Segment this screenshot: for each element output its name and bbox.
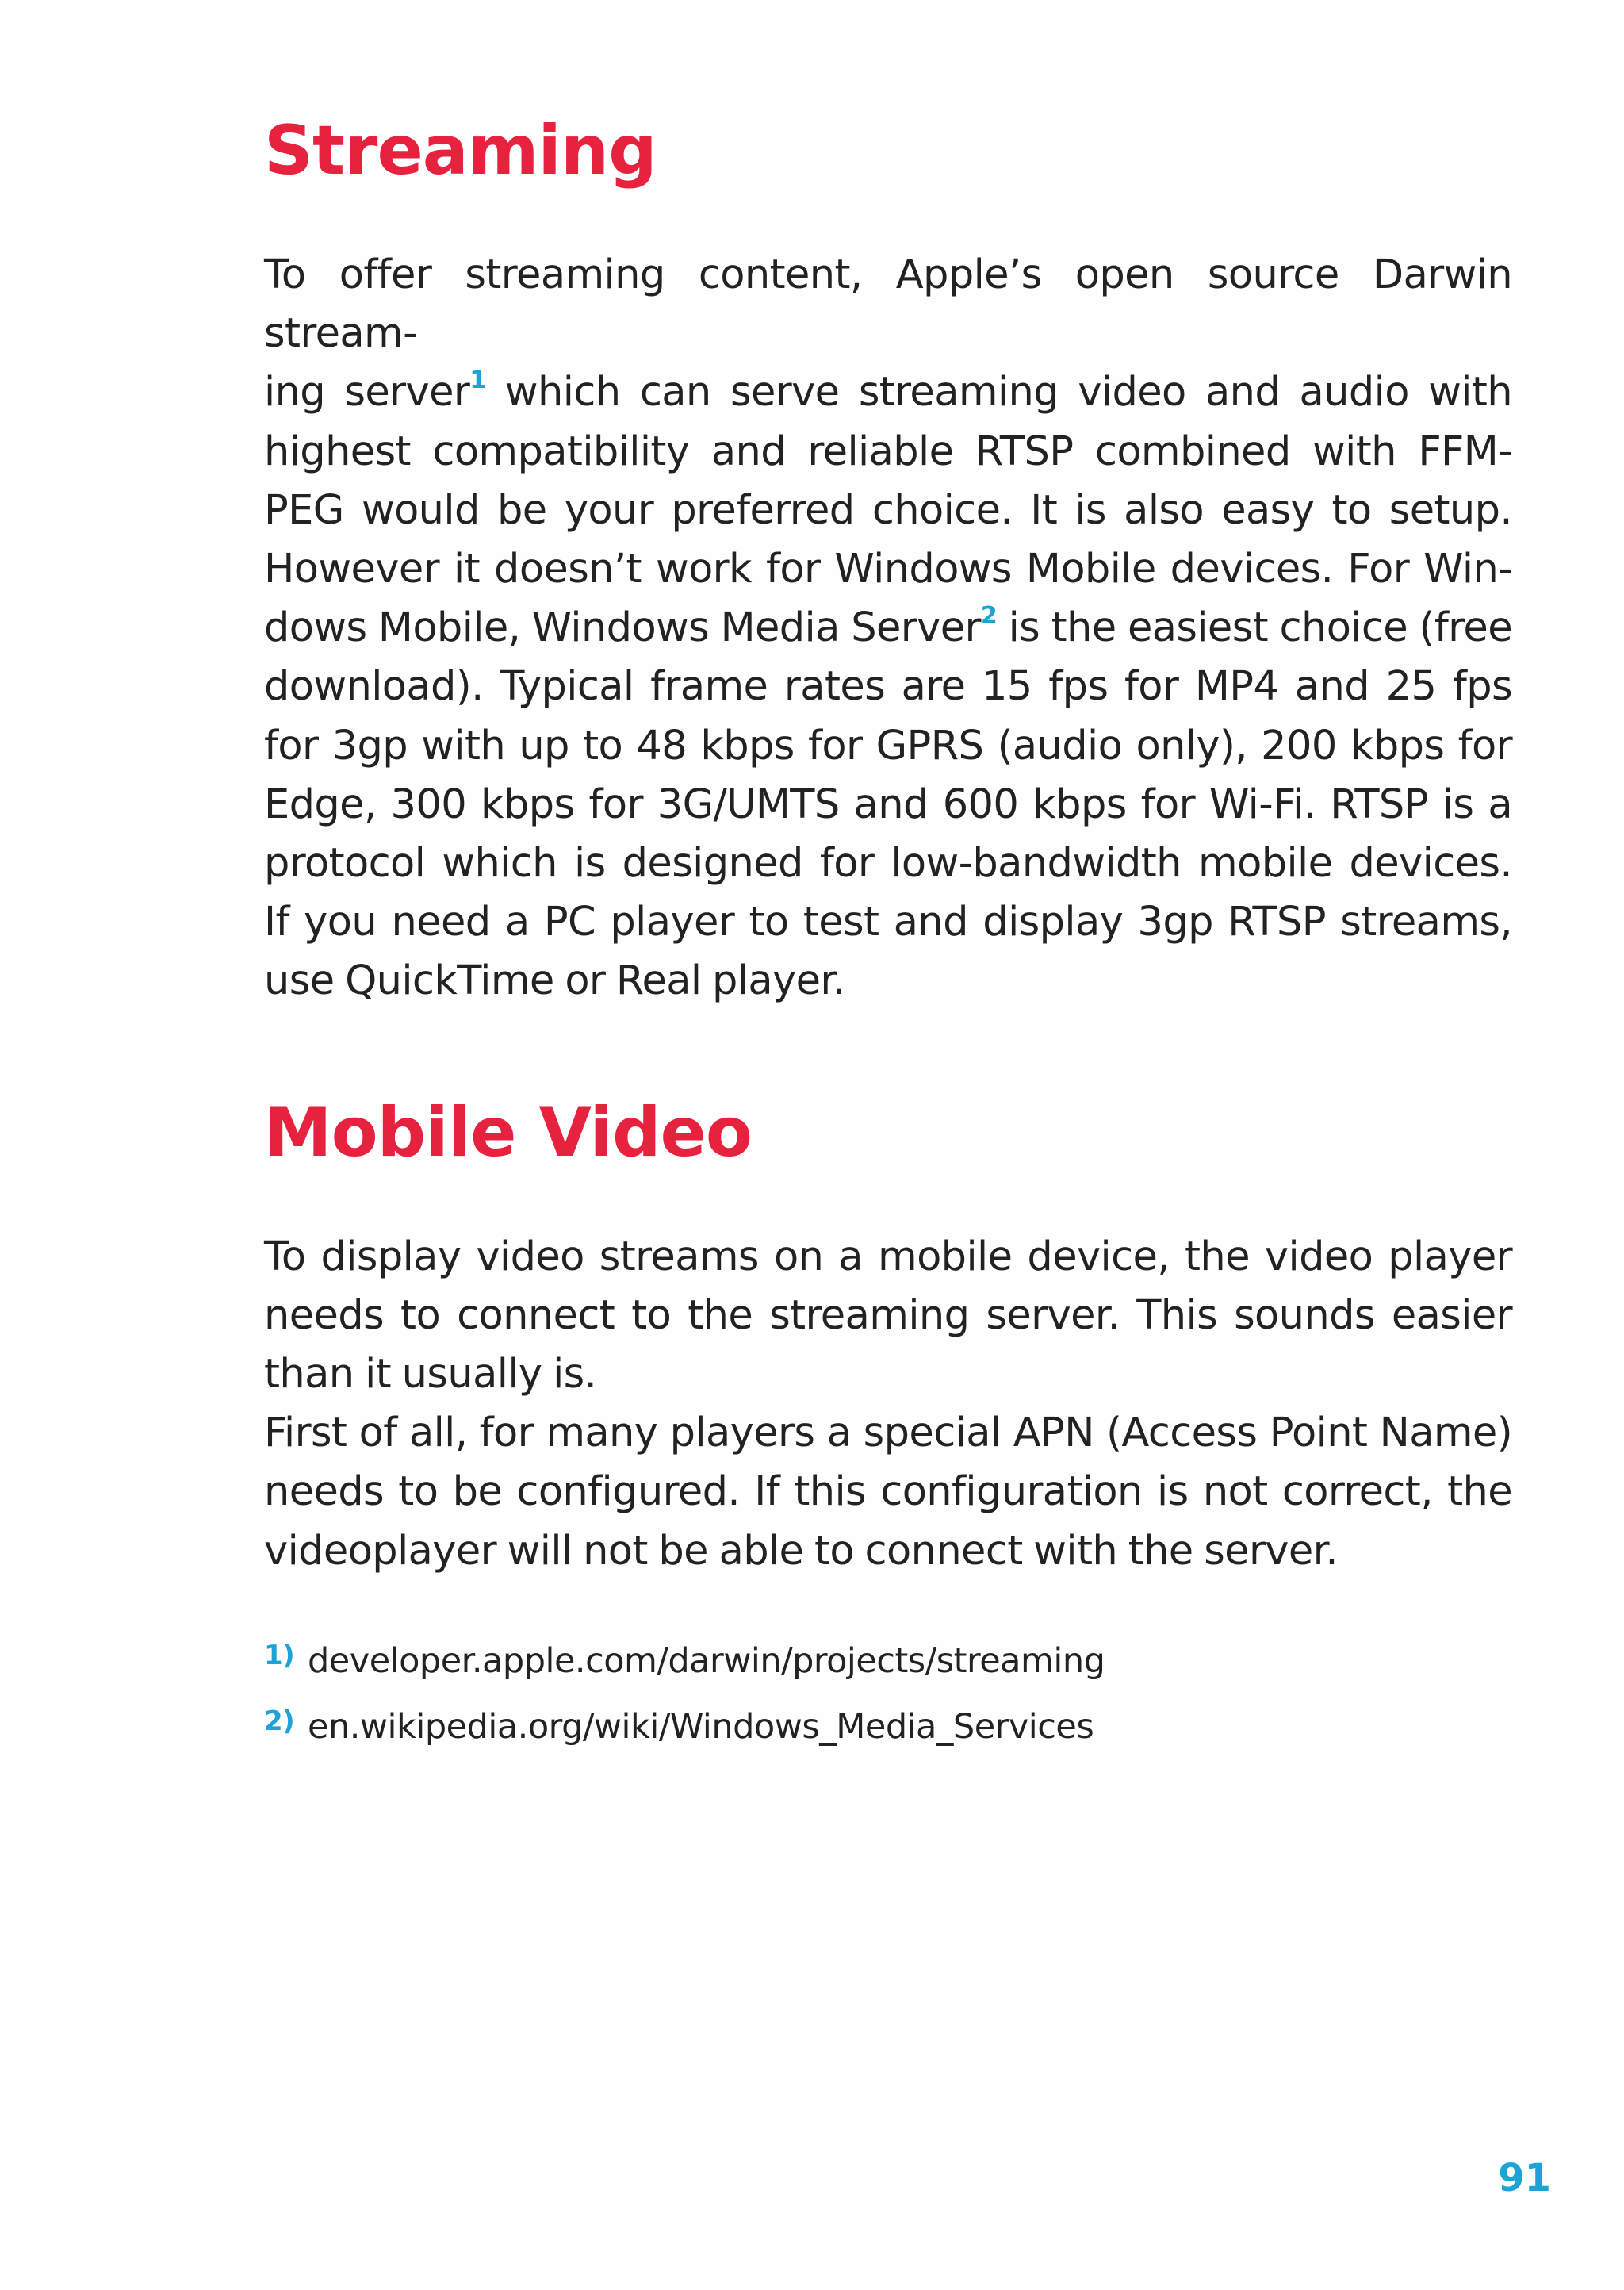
footnote-ref-1[interactable]: 1 (469, 366, 486, 395)
page-number: 91 (1498, 2156, 1551, 2200)
text-fragment: ing server (264, 369, 470, 416)
streaming-heading: Streaming (264, 111, 657, 190)
text-line: videoplayer will not be able to connect with the server. (264, 1527, 1338, 1575)
text-fragment: dows Mobile, Windows Media Server (264, 604, 981, 652)
text-fragment: is the easiest choice (free (997, 604, 1512, 652)
text-fragment: which can serve streaming video and audio with (485, 369, 1512, 416)
footnote-marker: 1) (264, 1639, 295, 1671)
streaming-paragraph (264, 246, 1512, 1011)
footnote-marker: 2) (264, 1705, 295, 1737)
text-line: for 3gp with up to 48 kbps for GPRS (audio only), 200 kbps for (264, 722, 1512, 769)
text-line: To display video streams on a mobile device, the video player (264, 1233, 1512, 1280)
text-line: However it doesn’t work for Windows Mobile devices. For Win- (264, 546, 1512, 593)
footnote-ref-2[interactable]: 2 (980, 602, 998, 631)
text-line: highest compatibility and reliable RTSP combined with FFM- (264, 428, 1512, 475)
mobile-video-heading: Mobile Video (264, 1092, 752, 1172)
footnote-link[interactable]: en.wikipedia.org/wiki/Windows_Media_Services (308, 1706, 1094, 1747)
footnotes (264, 1625, 1512, 1757)
mobile-video-paragraph (264, 1228, 1512, 1581)
text-line: use QuickTime or Real player. (264, 957, 845, 1005)
text-line: First of all, for many players a special APN (Access Point Name) (264, 1410, 1512, 1457)
footnote-item (264, 1691, 1512, 1757)
text-line: download). Typical frame rates are 15 fps for MP4 and 25 fps (264, 663, 1512, 711)
text-line (264, 363, 1512, 422)
footnote-link[interactable]: developer.apple.com/darwin/projects/streaming (308, 1640, 1105, 1681)
text-line: needs to connect to the streaming server. This sounds easier (264, 1291, 1512, 1339)
text-line: protocol which is designed for low-bandwidth mobile devices. (264, 840, 1512, 888)
text-line: If you need a PC player to test and display 3gp RTSP streams, (264, 899, 1512, 946)
text-line: To offer streaming content, Apple’s open source Darwin stream- (264, 251, 1512, 358)
footnote-item (264, 1625, 1512, 1691)
text-line: needs to be configured. If this configuration is not correct, the (264, 1468, 1512, 1516)
text-line: PEG would be your preferred choice. It is also easy to setup. (264, 486, 1512, 534)
text-line: Edge, 300 kbps for 3G/UMTS and 600 kbps for Wi-Fi. RTSP is a (264, 781, 1512, 828)
text-line: than it usually is. (264, 1351, 597, 1398)
text-line (264, 599, 1512, 658)
page-content (264, 95, 1512, 1757)
